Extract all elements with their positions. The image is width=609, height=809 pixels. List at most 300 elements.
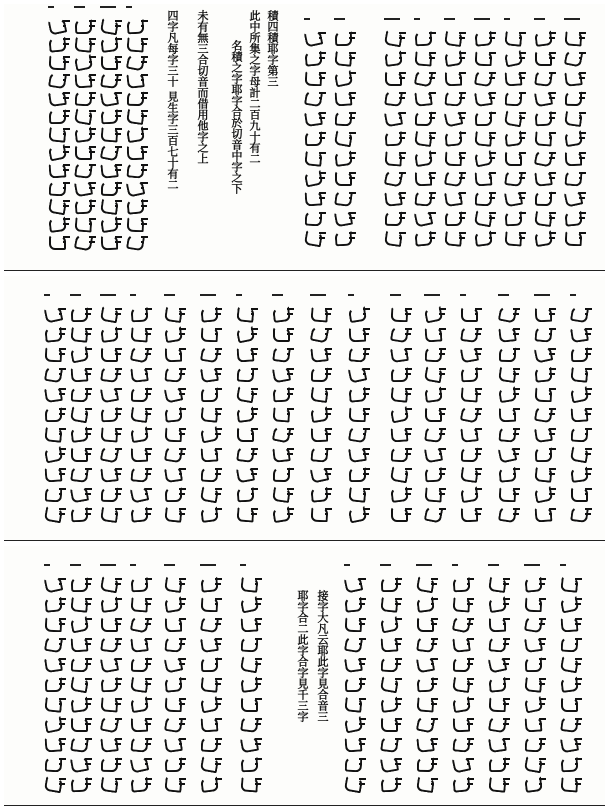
seal-glyph (488, 736, 510, 750)
seal-glyph (460, 446, 482, 460)
seal-glyph (570, 386, 592, 400)
seal-glyph (534, 110, 556, 124)
seal-glyph (524, 656, 546, 670)
seal-glyph (70, 426, 92, 440)
seal-glyph (130, 736, 152, 750)
seal-glyph (524, 716, 546, 730)
seal-glyph (498, 466, 520, 480)
column-header-mark (498, 292, 509, 298)
seal-glyph (236, 506, 258, 520)
seal-glyph (126, 90, 148, 104)
seal-glyph (344, 736, 366, 750)
seal-glyph (100, 576, 122, 590)
seal-glyph (380, 576, 402, 590)
seal-glyph (334, 130, 356, 144)
seal-glyph (272, 326, 294, 340)
seal-glyph (424, 506, 446, 520)
seal-glyph (498, 406, 520, 420)
column-header-mark (200, 562, 216, 568)
column-header-mark (236, 292, 242, 298)
seal-glyph (200, 596, 222, 610)
seal-glyph (100, 36, 122, 50)
seal-glyph (488, 716, 510, 730)
seal-glyph (126, 54, 148, 68)
column-header-mark (348, 292, 354, 298)
seal-glyph (164, 576, 186, 590)
seal-glyph (380, 656, 402, 670)
seal-glyph (390, 486, 412, 500)
seal-glyph (452, 616, 474, 630)
seal-glyph (44, 446, 66, 460)
seal-glyph (524, 756, 546, 770)
seal-glyph (384, 170, 406, 184)
seal-glyph (334, 230, 356, 244)
seal-glyph (414, 190, 436, 204)
seal-glyph (48, 126, 70, 140)
seal-glyph (460, 406, 482, 420)
seal-glyph (498, 326, 520, 340)
seal-glyph (334, 190, 356, 204)
seal-glyph (48, 198, 70, 212)
seal-glyph (100, 776, 122, 790)
seal-glyph (416, 596, 438, 610)
seal-glyph (164, 656, 186, 670)
seal-glyph (100, 446, 122, 460)
seal-glyph (70, 676, 92, 690)
seal-glyph (200, 406, 222, 420)
seal-glyph (488, 636, 510, 650)
seal-glyph (200, 326, 222, 340)
column-header-mark (504, 16, 510, 22)
column-header-mark (534, 292, 550, 298)
seal-glyph (452, 656, 474, 670)
seal-glyph (348, 406, 370, 420)
seal-glyph (164, 636, 186, 650)
seal-glyph (100, 90, 122, 104)
seal-glyph (130, 346, 152, 360)
seal-glyph (488, 696, 510, 710)
seal-glyph (240, 576, 262, 590)
seal-glyph (570, 466, 592, 480)
seal-glyph (272, 366, 294, 380)
seal-glyph (304, 30, 326, 44)
seal-glyph (560, 656, 582, 670)
seal-script-columns (4, 276, 605, 540)
seal-glyph (74, 162, 96, 176)
seal-glyph (240, 716, 262, 730)
seal-glyph (534, 70, 556, 84)
seal-glyph (130, 716, 152, 730)
seal-glyph (534, 190, 556, 204)
seal-glyph (384, 50, 406, 64)
seal-glyph (44, 406, 66, 420)
seal-glyph (498, 306, 520, 320)
seal-glyph (416, 576, 438, 590)
seal-glyph (130, 616, 152, 630)
seal-glyph (344, 616, 366, 630)
seal-glyph (200, 696, 222, 710)
seal-glyph (48, 36, 70, 50)
seal-glyph (560, 696, 582, 710)
seal-glyph (130, 776, 152, 790)
seal-glyph (236, 406, 258, 420)
seal-glyph (100, 486, 122, 500)
column-header-mark (390, 292, 401, 298)
seal-glyph (310, 366, 332, 380)
seal-glyph (444, 210, 466, 224)
seal-glyph (334, 110, 356, 124)
seal-glyph (444, 230, 466, 244)
seal-glyph (164, 696, 186, 710)
seal-glyph (460, 486, 482, 500)
seal-glyph (474, 230, 496, 244)
seal-glyph (444, 30, 466, 44)
seal-glyph (130, 596, 152, 610)
seal-glyph (130, 306, 152, 320)
middle-manuscript-panel (4, 276, 605, 541)
seal-glyph (164, 386, 186, 400)
seal-glyph (304, 210, 326, 224)
seal-glyph (416, 616, 438, 630)
seal-glyph (272, 446, 294, 460)
seal-glyph (44, 736, 66, 750)
seal-glyph (334, 90, 356, 104)
seal-glyph (344, 676, 366, 690)
column-header-mark (564, 16, 580, 22)
seal-glyph (504, 210, 526, 224)
seal-glyph (44, 756, 66, 770)
seal-glyph (304, 170, 326, 184)
seal-glyph (498, 366, 520, 380)
seal-glyph (236, 466, 258, 480)
seal-glyph (48, 234, 70, 248)
seal-glyph (560, 576, 582, 590)
seal-glyph (236, 346, 258, 360)
text-column-a: 接字大凡云耶此字見合音三 (316, 590, 329, 722)
seal-glyph (70, 386, 92, 400)
seal-glyph (164, 506, 186, 520)
seal-glyph (310, 466, 332, 480)
seal-glyph (200, 676, 222, 690)
seal-glyph (100, 506, 122, 520)
seal-glyph (384, 230, 406, 244)
seal-glyph (444, 110, 466, 124)
column-header-mark (126, 4, 132, 10)
seal-glyph (534, 210, 556, 224)
seal-glyph (534, 486, 556, 500)
seal-glyph (44, 466, 66, 480)
seal-glyph (164, 306, 186, 320)
seal-glyph (460, 346, 482, 360)
seal-glyph (200, 656, 222, 670)
seal-glyph (560, 736, 582, 750)
seal-glyph (424, 366, 446, 380)
seal-glyph (130, 486, 152, 500)
seal-glyph (74, 72, 96, 86)
seal-glyph (100, 216, 122, 230)
seal-glyph (348, 386, 370, 400)
seal-glyph (70, 486, 92, 500)
seal-glyph (534, 306, 556, 320)
seal-glyph (424, 426, 446, 440)
seal-glyph (504, 70, 526, 84)
seal-glyph (534, 366, 556, 380)
column-header-mark (164, 562, 175, 568)
seal-glyph (100, 198, 122, 212)
seal-glyph (416, 716, 438, 730)
seal-glyph (452, 716, 474, 730)
seal-glyph (414, 150, 436, 164)
seal-glyph (390, 386, 412, 400)
seal-glyph (126, 144, 148, 158)
seal-glyph (70, 466, 92, 480)
seal-glyph (236, 326, 258, 340)
seal-glyph (44, 346, 66, 360)
seal-glyph (416, 696, 438, 710)
seal-glyph (48, 180, 70, 194)
seal-glyph (44, 386, 66, 400)
seal-glyph (344, 596, 366, 610)
seal-glyph (390, 366, 412, 380)
seal-glyph (390, 506, 412, 520)
seal-glyph (414, 50, 436, 64)
seal-glyph (564, 110, 586, 124)
seal-glyph (240, 656, 262, 670)
seal-glyph (534, 446, 556, 460)
seal-glyph (488, 676, 510, 690)
text-column-2: 此中所集之字母計二百九十有二 (248, 10, 261, 164)
seal-glyph (70, 326, 92, 340)
seal-glyph (384, 90, 406, 104)
seal-glyph (48, 162, 70, 176)
seal-glyph (70, 446, 92, 460)
column-header-mark (240, 562, 246, 568)
seal-glyph (164, 446, 186, 460)
seal-glyph (48, 144, 70, 158)
seal-glyph (424, 386, 446, 400)
seal-glyph (504, 90, 526, 104)
seal-glyph (236, 386, 258, 400)
seal-glyph (310, 426, 332, 440)
seal-glyph (380, 676, 402, 690)
seal-glyph (534, 50, 556, 64)
seal-glyph (74, 90, 96, 104)
column-header-mark (380, 562, 391, 568)
seal-glyph (70, 576, 92, 590)
seal-glyph (344, 636, 366, 650)
seal-glyph (304, 110, 326, 124)
seal-glyph (534, 150, 556, 164)
seal-glyph (424, 406, 446, 420)
column-header-mark (100, 562, 116, 568)
seal-glyph (504, 50, 526, 64)
seal-glyph (570, 506, 592, 520)
seal-glyph (70, 696, 92, 710)
seal-glyph (70, 366, 92, 380)
seal-glyph (100, 676, 122, 690)
seal-glyph (534, 326, 556, 340)
seal-glyph (200, 346, 222, 360)
seal-glyph (344, 776, 366, 790)
column-header-mark (130, 292, 136, 298)
seal-glyph (452, 596, 474, 610)
seal-glyph (44, 676, 66, 690)
seal-glyph (100, 466, 122, 480)
seal-glyph (380, 616, 402, 630)
seal-glyph (488, 776, 510, 790)
text-column-4: 未有無三合切音而借用他字之上 (196, 10, 209, 164)
seal-glyph (74, 126, 96, 140)
seal-glyph (304, 90, 326, 104)
seal-glyph (48, 108, 70, 122)
seal-glyph (348, 306, 370, 320)
seal-glyph (424, 446, 446, 460)
seal-glyph (344, 576, 366, 590)
seal-glyph (348, 366, 370, 380)
seal-glyph (560, 716, 582, 730)
seal-glyph (534, 406, 556, 420)
column-header-mark (344, 562, 350, 568)
seal-glyph (504, 170, 526, 184)
seal-glyph (100, 426, 122, 440)
seal-glyph (310, 506, 332, 520)
seal-glyph (310, 486, 332, 500)
seal-glyph (70, 506, 92, 520)
seal-glyph (100, 656, 122, 670)
seal-glyph (344, 696, 366, 710)
seal-glyph (452, 776, 474, 790)
seal-glyph (164, 326, 186, 340)
seal-glyph (488, 596, 510, 610)
seal-glyph (444, 170, 466, 184)
seal-glyph (474, 130, 496, 144)
seal-glyph (560, 756, 582, 770)
seal-glyph (240, 776, 262, 790)
seal-glyph (272, 406, 294, 420)
seal-glyph (200, 366, 222, 380)
seal-glyph (70, 736, 92, 750)
column-header-mark (130, 562, 136, 568)
seal-glyph (74, 144, 96, 158)
seal-glyph (498, 346, 520, 360)
seal-glyph (570, 446, 592, 460)
seal-glyph (44, 636, 66, 650)
seal-glyph (560, 636, 582, 650)
seal-glyph (200, 426, 222, 440)
column-header-mark (424, 292, 440, 298)
seal-glyph (126, 36, 148, 50)
seal-glyph (200, 386, 222, 400)
column-header-mark (488, 562, 499, 568)
seal-glyph (200, 446, 222, 460)
seal-glyph (334, 150, 356, 164)
seal-glyph (70, 346, 92, 360)
seal-glyph (164, 486, 186, 500)
seal-glyph (570, 346, 592, 360)
seal-glyph (200, 616, 222, 630)
seal-glyph (44, 576, 66, 590)
seal-glyph (534, 90, 556, 104)
seal-glyph (444, 70, 466, 84)
seal-glyph (164, 736, 186, 750)
text-column-1: 積四積耶字第三 (266, 10, 279, 87)
seal-glyph (100, 162, 122, 176)
seal-glyph (460, 506, 482, 520)
seal-glyph (416, 756, 438, 770)
seal-glyph (74, 234, 96, 248)
column-header-mark (74, 4, 85, 10)
seal-glyph (44, 656, 66, 670)
seal-glyph (524, 736, 546, 750)
seal-glyph (48, 54, 70, 68)
seal-glyph (70, 596, 92, 610)
seal-glyph (304, 230, 326, 244)
seal-glyph (416, 776, 438, 790)
seal-glyph (384, 130, 406, 144)
seal-glyph (200, 756, 222, 770)
seal-glyph (70, 776, 92, 790)
seal-glyph (164, 716, 186, 730)
seal-glyph (304, 130, 326, 144)
column-header-mark (70, 292, 81, 298)
column-header-mark (44, 292, 50, 298)
seal-glyph (414, 30, 436, 44)
seal-glyph (570, 406, 592, 420)
seal-glyph (236, 426, 258, 440)
seal-glyph (164, 466, 186, 480)
seal-glyph (384, 210, 406, 224)
seal-glyph (272, 306, 294, 320)
seal-glyph (48, 90, 70, 104)
seal-glyph (384, 150, 406, 164)
seal-glyph (100, 126, 122, 140)
seal-glyph (164, 616, 186, 630)
seal-glyph (200, 506, 222, 520)
seal-glyph (452, 636, 474, 650)
seal-glyph (444, 50, 466, 64)
seal-glyph (348, 466, 370, 480)
seal-glyph (564, 130, 586, 144)
seal-glyph (200, 636, 222, 650)
seal-glyph (44, 596, 66, 610)
seal-glyph (424, 326, 446, 340)
seal-glyph (348, 346, 370, 360)
seal-glyph (380, 716, 402, 730)
seal-glyph (100, 346, 122, 360)
seal-glyph (48, 72, 70, 86)
seal-glyph (70, 636, 92, 650)
seal-glyph (44, 486, 66, 500)
seal-glyph (100, 596, 122, 610)
seal-glyph (200, 466, 222, 480)
seal-glyph (564, 90, 586, 104)
seal-glyph (344, 756, 366, 770)
seal-glyph (200, 576, 222, 590)
seal-glyph (236, 486, 258, 500)
seal-glyph (130, 366, 152, 380)
column-header-mark (272, 292, 283, 298)
seal-glyph (348, 426, 370, 440)
seal-glyph (414, 170, 436, 184)
seal-glyph (126, 72, 148, 86)
seal-glyph (348, 486, 370, 500)
seal-glyph (390, 346, 412, 360)
seal-glyph (570, 326, 592, 340)
column-header-mark (200, 292, 216, 298)
seal-glyph (414, 230, 436, 244)
seal-glyph (424, 306, 446, 320)
column-header-mark (304, 16, 310, 22)
